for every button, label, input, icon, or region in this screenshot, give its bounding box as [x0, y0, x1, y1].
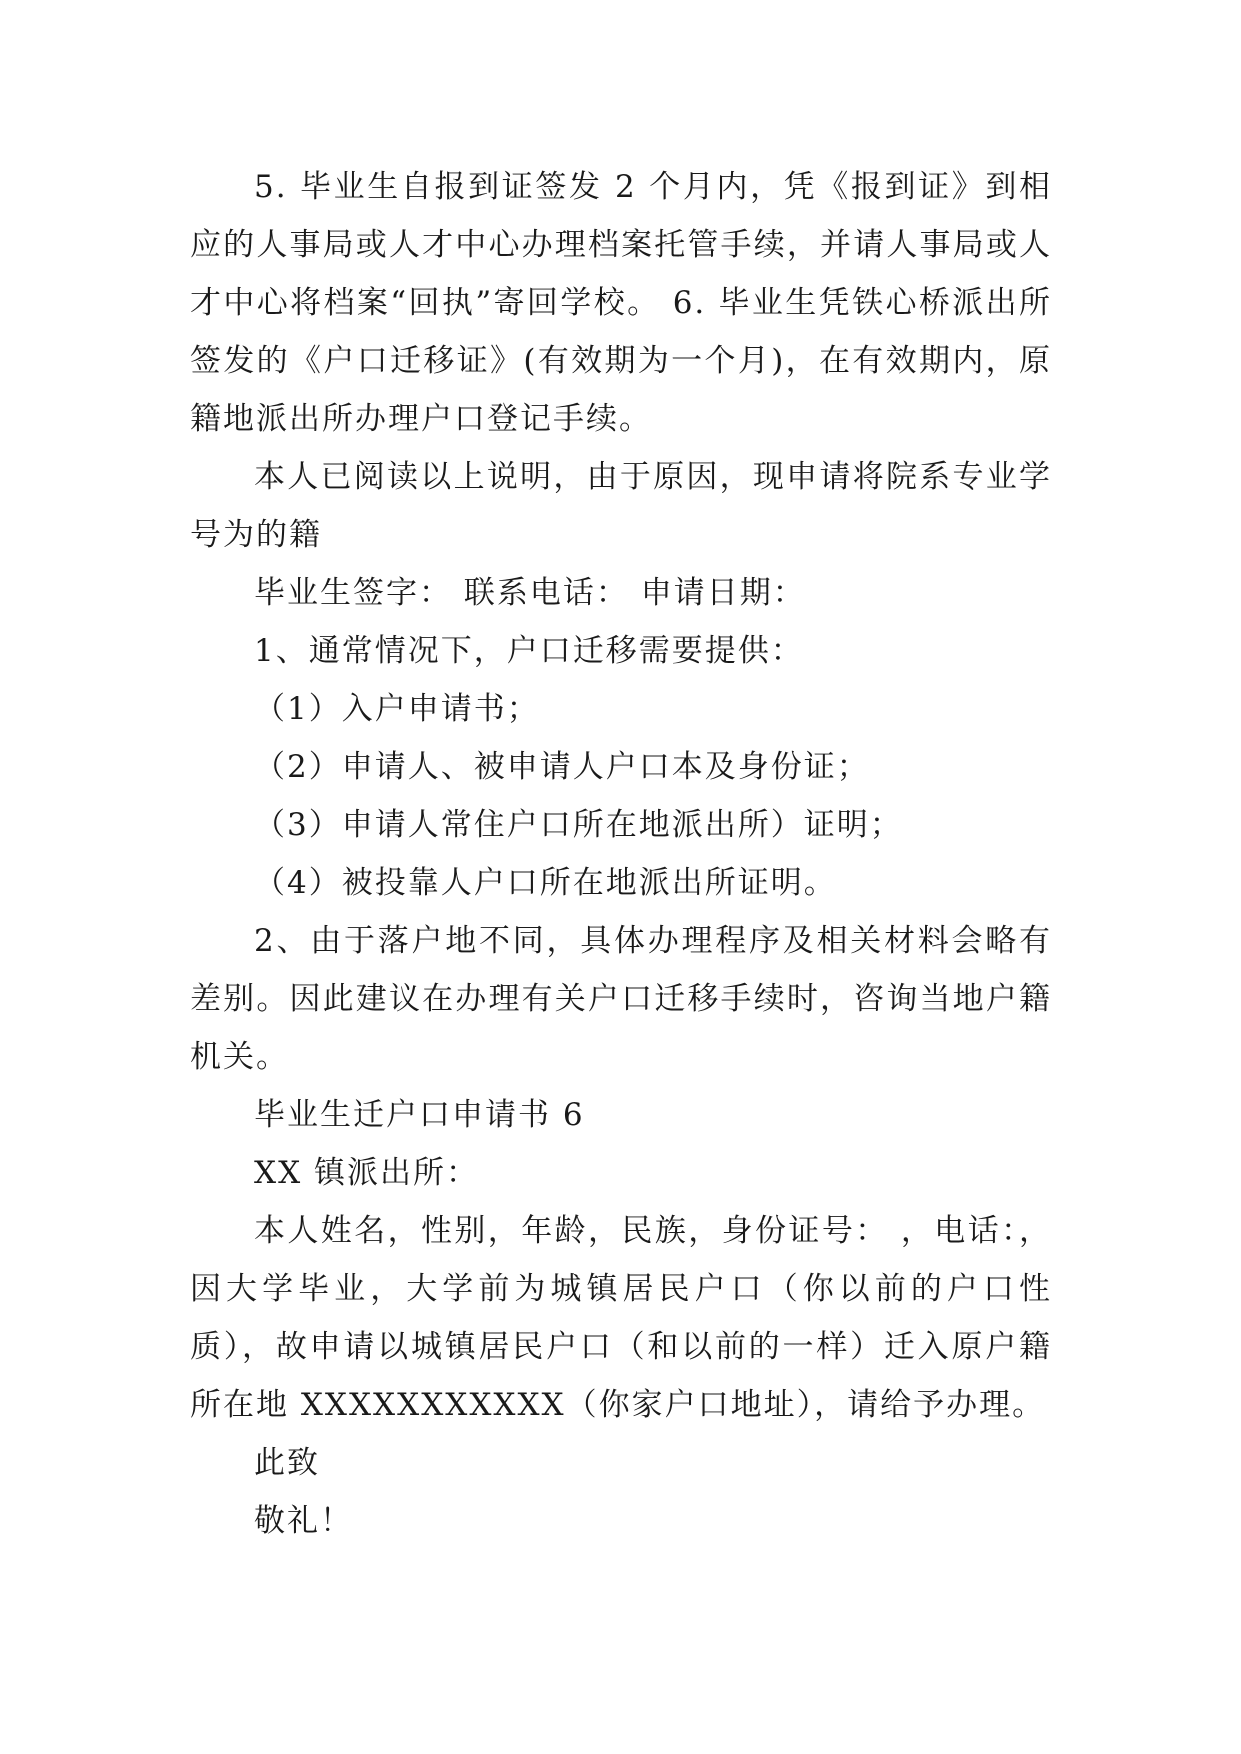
closing-cizhi: 此致	[254, 1445, 320, 1481]
section-title-application-6: 毕业生迁户口申请书 6	[254, 1097, 585, 1133]
salutation-police-station: XX 镇派出所：	[254, 1155, 479, 1191]
paragraph-required-materials-heading: 1、通常情况下，户口迁移需要提供：	[254, 633, 804, 669]
document-body	[190, 158, 1052, 1550]
paragraph-local-differences: 2、由于落户地不同，具体办理程序及相关材料会略有差别。因此建议在办理有关户口迁移手续时，咨询当地户籍机关。	[190, 923, 1052, 1075]
closing-jingli: 敬礼！	[254, 1503, 353, 1539]
paragraph-report-and-hukou-procedure: 5. 毕业生自报到证签发 2 个月内，凭《报到证》到相应的人事局或人才中心办理档案托管手续，并请人事局或人才中心将档案“回执”寄回学校。 6. 毕业生凭铁心桥派出所签发的《户口迁移证》(有效期为一个月)，在有效期内，原籍地派出所办理户口登记手续。	[190, 169, 1052, 437]
paragraph-signature-line: 毕业生签字： 联系电话： 申请日期：	[254, 575, 806, 611]
list-item-material-3: （3）申请人常住户口所在地派出所）证明；	[254, 807, 903, 843]
list-item-material-1: （1）入户申请书；	[254, 691, 540, 727]
list-item-material-4: （4）被投靠人户口所在地派出所证明。	[254, 865, 837, 901]
list-item-material-2: （2）申请人、被申请人户口本及身份证；	[254, 749, 870, 785]
paragraph-application-body: 本人姓名，性别，年龄，民族，身份证号： ，电话：，因大学毕业，大学前为城镇居民户口（你以前的户口性质），故申请以城镇居民户口（和以前的一样）迁入原户籍所在地 XXXXXXXXXXX（你家户口地址），请给予办理。	[190, 1213, 1052, 1423]
paragraph-declaration: 本人已阅读以上说明，由于原因，现申请将院系专业学号为的籍	[190, 459, 1052, 553]
